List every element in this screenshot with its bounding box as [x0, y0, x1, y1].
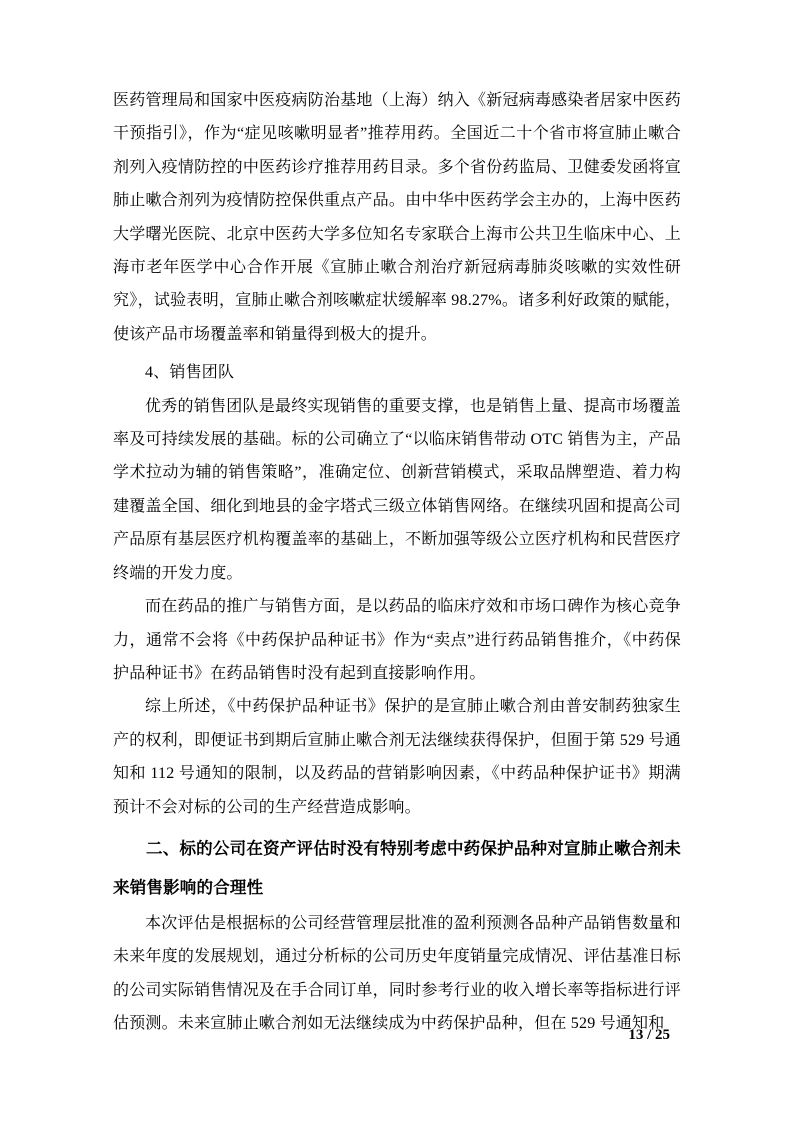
section-heading: 二、标的公司在资产评估时没有特别考虑中药保护品种对宣肺止嗽合剂未来销售影响的合理性	[113, 838, 681, 897]
paragraph: 而在药品的推广与销售方面，是以药品的临床疗效和市场口碑作为核心竞争力，通常不会将《中药保护品种证书》作为“卖点”进行药品销售推介，《中药保护品种证书》在药品销售时没有起到直接影响作用。	[113, 598, 681, 682]
paragraph: 优秀的销售团队是最终实现销售的重要支撑，也是销售上量、提高市场覆盖率及可持续发展的基础。标的公司确立了“以临床销售带动 OTC 销售为主，产品学术拉动为辅的销售策略”，准确定位、创新营销模式，采取品牌塑造、着力构建覆盖全国、细化到地县的金字塔式三级立体销售网络。在继续巩固和提高公司产品原有基层医疗机构覆盖率的基础上，不断加强等级公立医疗机构和民营医疗终端的开发力度。	[113, 397, 681, 582]
list-item-heading: 4、销售团队	[145, 364, 235, 382]
document-body	[113, 84, 681, 1041]
paragraph-continuation: 医药管理局和国家中医疫病防治基地（上海）纳入《新冠病毒感染者居家中医药干预指引》，作为“症见咳嗽明显者”推荐用药。全国近二十个省市将宣肺止嗽合剂列入疫情防控的中医药诊疗推荐用药目录。多个省份药监局、卫健委发函将宣肺止嗽合剂列为疫情防控保供重点产品。由中华中医药学会主办的，上海中医药大学曙光医院、北京中医药大学多位知名专家联合上海市公共卫生临床中心、上海市老年医学中心合作开展《宣肺止嗽合剂治疗新冠病毒肺炎咳嗽的实效性研究》，试验表明，宣肺止嗽合剂咳嗽症状缓解率 98.27%。诸多利好政策的赋能，使该产品市场覆盖率和销量得到极大的提升。	[113, 92, 681, 343]
paragraph: 综上所述，《中药保护品种证书》保护的是宣肺止嗽合剂由普安制药独家生产的权利，即便证书到期后宣肺止嗽合剂无法继续获得保护，但囿于第 529 号通知和 112 号通知的限制，以及药品的营销影响因素，《中药品种保护证书》期满预计不会对标的公司的生产经营造成影响。	[113, 698, 681, 816]
paragraph: 本次评估是根据标的公司经营管理层批准的盈利预测各品种产品销售数量和未来年度的发展规划，通过分析标的公司历史年度销量完成情况、评估基准日标的公司实际销售情况及在手合同订单，同时参考行业的收入增长率等指标进行评估预测。未来宣肺止嗽合剂如无法继续成为中药保护品种，但在 529 号通知和	[113, 914, 681, 1033]
page-number: 13 / 25	[628, 1027, 670, 1043]
